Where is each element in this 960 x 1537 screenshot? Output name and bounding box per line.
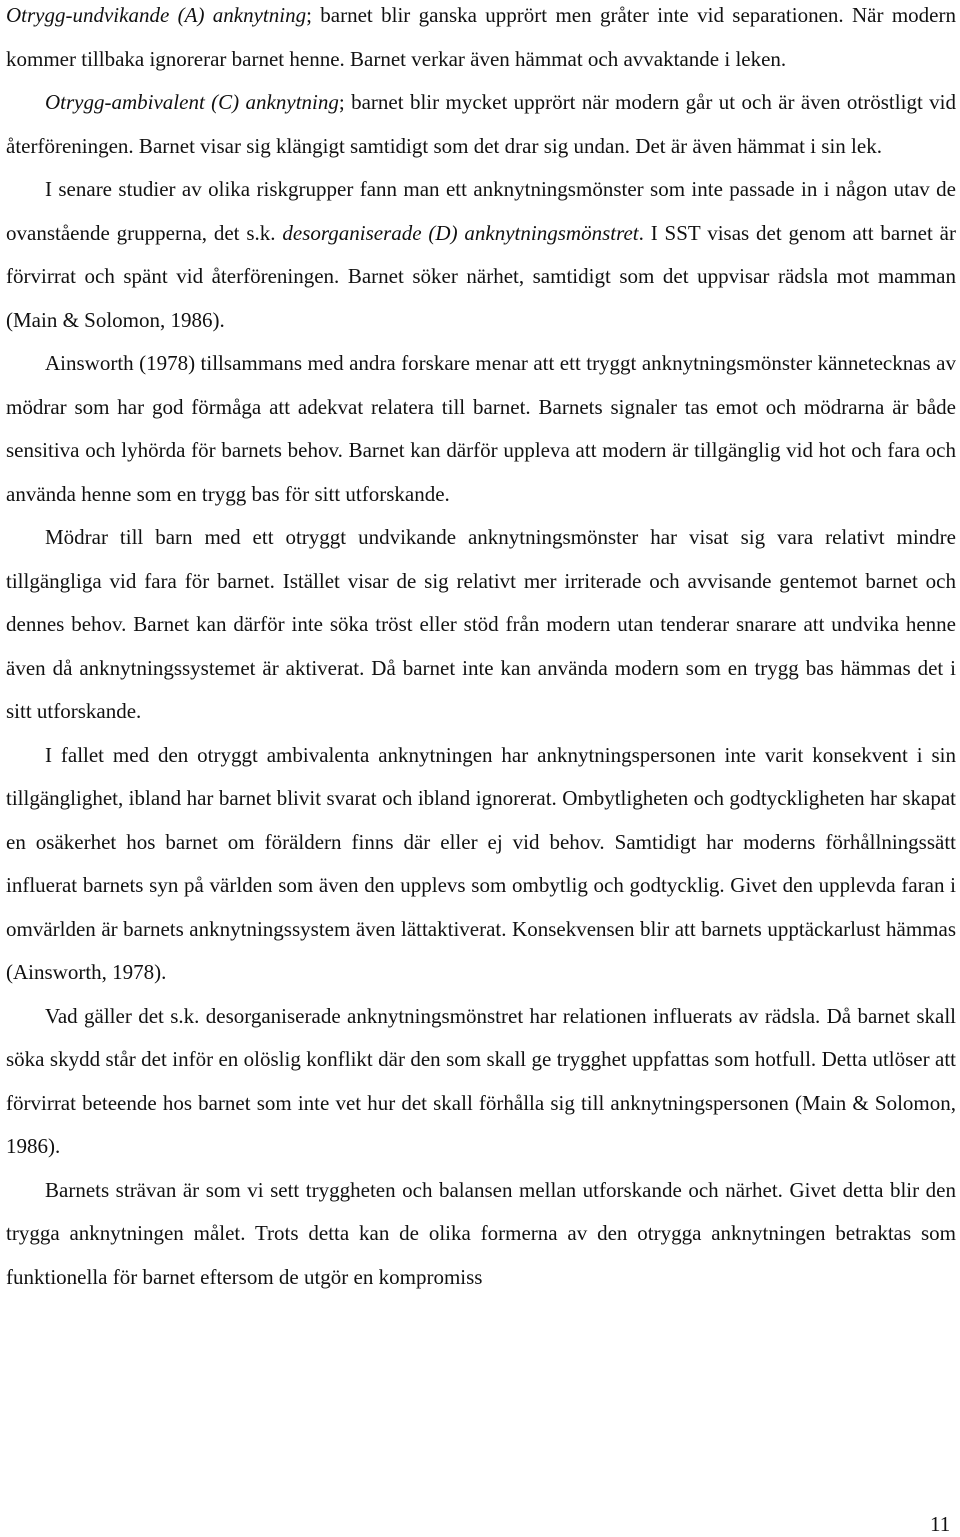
- paragraph-secure: Ainsworth (1978) tillsammans med andra forskare menar att ett tryggt anknytningsmönster kännetecknas av mödrar som har god förmåga att adekvat relatera till barnet. Barnets signaler tas emot och mödrarna är både sensitiva och lyhörda för barnets behov. Barnet kan därför uppleva att modern är tillgänglig vid hot och fara och använda henne som en trygg bas för sitt utforskande.: [6, 351, 956, 506]
- paragraph-disorganized-fear: Vad gäller det s.k. desorganiserade anknytningsmönstret har relationen influerats av rädsla. Då barnet skall söka skydd står det inför en olöslig konflikt där den som skall ge trygghet uppfattas som hotfull. Detta utlöser att förvirrat beteende hos barnet som inte vet hur det skall förhålla sig till anknytningspersonen (Main & Solomon, 1986).: [6, 1003, 956, 1158]
- paragraph-text: I senare studier av olika riskgrupper fann man ett anknytningsmönster som inte passade in i någon utav de ovanstående grupperna, det s.k.: [6, 177, 956, 245]
- term-avoidant: Otrygg-undvikande (A) anknytning: [6, 3, 307, 27]
- paragraph-text: . I SST visas det genom att barnet är förvirrat och spänt vid återföreningen. Barnet söker närhet, samtidigt som det uppvisar rädsla mot mamman (Main & Solomon, 1986).: [6, 220, 956, 332]
- paragraph-text: ; barnet blir ganska upprört men gråter inte vid separationen. När modern kommer tillbaka ignorerar barnet henne. Barnet verkar även hämmat och avvaktande i leken.: [6, 3, 956, 71]
- term-ambivalent: Otrygg-ambivalent (C) anknytning: [45, 90, 339, 114]
- paragraph-mothers-avoidant: Mödrar till barn med ett otryggt undvikande anknytningsmönster har visat sig vara relativt mindre tillgängliga vid fara för barnet. Istället visar de sig relativt mer irriterade och avvisande gentemot barnet och dennes behov. Barnet kan därför inte söka tröst eller stöd från modern utan tenderar snarare att undvika henne även då anknytningssystemet är aktiverat. Då barnet inte kan använda modern som en trygg bas hämmas det i sitt utforskande.: [6, 525, 956, 723]
- paragraph-text: ; barnet blir mycket upprört när modern går ut och är även otröstligt vid återföreningen. Barnet visar sig klängigt samtidigt som det drar sig undan. Det är även hämmat i sin lek.: [6, 90, 956, 158]
- paragraph-disorganized: [6, 168, 956, 342]
- page-number: 11: [930, 1512, 951, 1536]
- term-disorganized: desorganiserade (D) anknytningsmönstret: [282, 220, 639, 245]
- paragraph-mothers-ambivalent: I fallet med den otryggt ambivalenta anknytningen har anknytningspersonen inte varit konsekvent i sin tillgänglighet, ibland har barnet blivit svarat och ibland ignorerat. Ombytligheten och godtyckligheten har skapat en osäkerhet hos barnet om föräldern finns där eller ej vid behov. Samtidigt har moderns förhållningssätt influerat barnets syn på världen som även den upplevs som ombytlig och godtycklig. Givet den upplevda faran i omvärlden är barnets anknytningssystem även lättaktiverat. Konsekvensen blir att barnets upptäckarlust hämmas (Ainsworth, 1978).: [6, 742, 956, 984]
- document-page: [6, 0, 956, 1299]
- paragraph-ambivalent: [6, 81, 956, 168]
- paragraph-avoidant: [6, 0, 956, 81]
- paragraph-conclusion: Barnets strävan är som vi sett tryggheten och balansen mellan utforskande och närhet. Givet detta blir den trygga anknytningen målet. Trots detta kan de olika formerna av den otrygga anknytningen betraktas som funktionella för barnet eftersom de utgör en kompromiss: [6, 1177, 956, 1289]
